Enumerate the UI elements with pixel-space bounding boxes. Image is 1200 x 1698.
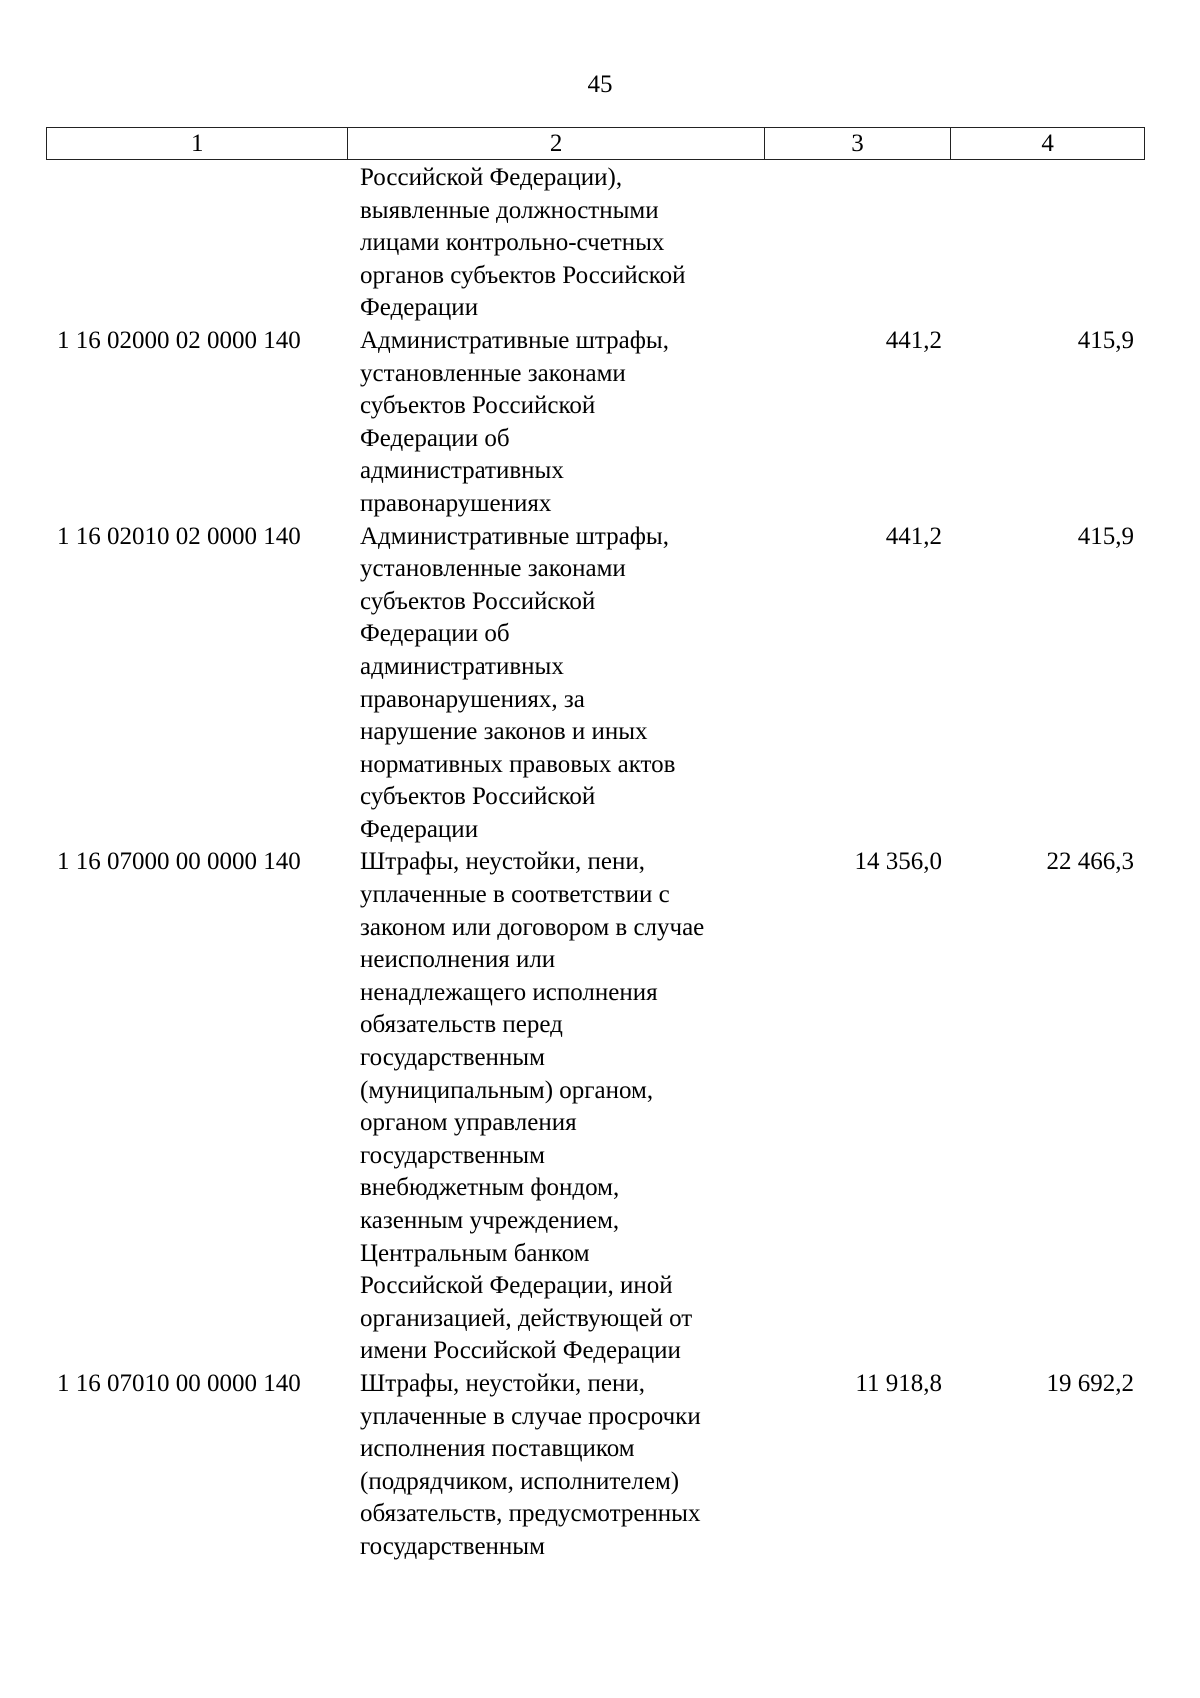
page-number: 45 [587, 71, 613, 98]
row-code: 1 16 07000 00 0000 140 [57, 848, 301, 876]
row-value-col3: 11 918,8 [855, 1369, 942, 1397]
row-description: Штрафы, неустойки, пени, уплаченные в соответствии с законом или договором в случае неисполнения или ненадлежащего исполнения обязательств перед государственным (муниципальным) органом, органом управления государственным внебюджетным фондом, казенным учреждением, Центральным банком Российской Федерации, иной организацией, действующей от имени Российской Федерации [360, 848, 705, 1365]
row-description: Административные штрафы, установленные законами субъектов Российской Федерации об административных правонарушениях, за нарушение законов и иных нормативных правовых актов субъектов Российской Федерации [360, 522, 676, 843]
row-value-col4: 415,9 [1077, 326, 1134, 354]
table-body [46, 162, 1145, 1564]
row-value-col3 [765, 162, 952, 325]
row-value-col4 [952, 162, 1145, 325]
table-row [46, 521, 1145, 847]
row-description: Административные штрафы, установленные законами субъектов Российской Федерации об административных правонарушениях [360, 326, 669, 517]
table-row [46, 1368, 1145, 1564]
row-value-col3: 14 356,0 [854, 848, 942, 876]
column-header-3: 3 [765, 128, 952, 159]
table-row [46, 162, 1145, 325]
row-value-col3: 441,2 [885, 522, 942, 550]
row-value-col3: 441,2 [885, 326, 942, 354]
table-row [46, 325, 1145, 521]
row-code: 1 16 02000 02 0000 140 [57, 326, 301, 354]
column-header-2: 2 [348, 128, 764, 159]
row-value-col4: 415,9 [1077, 522, 1134, 550]
row-code: 1 16 07010 00 0000 140 [57, 1369, 301, 1397]
table-header [46, 127, 1145, 160]
table-row [46, 846, 1145, 1368]
row-value-col4: 19 692,2 [1046, 1369, 1134, 1397]
row-code: 1 16 02010 02 0000 140 [57, 522, 301, 550]
column-header-4: 4 [1041, 130, 1054, 157]
row-description: Штрафы, неустойки, пени, уплаченные в случае просрочки исполнения поставщиком (подрядчиком, исполнителем) обязательств, предусмотренных государственным [360, 1369, 701, 1560]
row-value-col4: 22 466,3 [1046, 848, 1134, 876]
row-description: Российской Федерации), выявленные должностными лицами контрольно-счетных органов субъектов Российской Федерации [360, 164, 686, 322]
column-header-1: 1 [47, 128, 348, 159]
row-code [46, 162, 348, 325]
